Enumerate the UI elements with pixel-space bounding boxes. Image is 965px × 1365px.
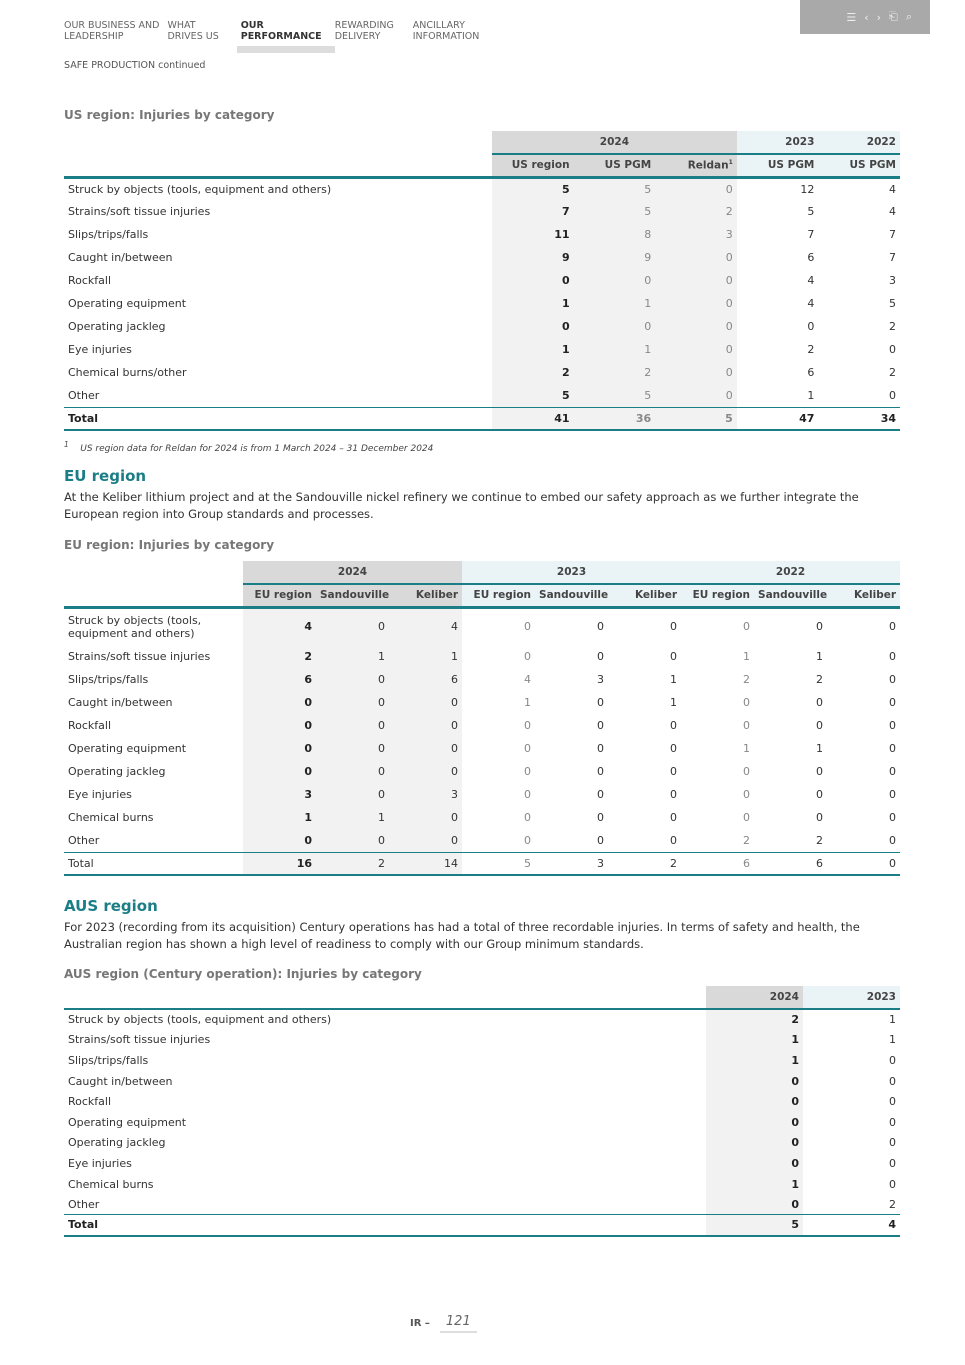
table-cell: 0 (670, 833, 678, 847)
table-cell: 1 (389, 645, 462, 668)
col-header: EU region (681, 584, 754, 607)
table-cell: 0 (816, 765, 824, 778)
table-cell: Eye injuries (68, 788, 132, 801)
table-cell: 1 (816, 742, 824, 755)
table-cell: 0 (524, 742, 532, 755)
toolbar (800, 0, 930, 34)
table-cell: 0 (889, 811, 897, 824)
col-header: Sandouville (316, 584, 389, 607)
table-cell: 2 (807, 343, 815, 356)
table-cell: 0 (743, 696, 751, 709)
col-header: Keliber (827, 584, 900, 607)
table-cell: 0 (574, 315, 656, 338)
table-cell: 0 (389, 714, 462, 737)
table-cell: 0 (655, 269, 737, 292)
table-cell: 0 (706, 1071, 803, 1092)
table-cell: 0 (743, 620, 751, 634)
table-cell: 1 (524, 696, 532, 709)
table-cell: 5 (574, 177, 656, 200)
table-cell: 0 (670, 620, 678, 634)
table-cell: 4 (807, 274, 815, 287)
table-row (64, 1071, 900, 1092)
table-cell: 0 (816, 696, 824, 709)
col-header: Sandouville (535, 584, 608, 607)
table-cell: 0 (889, 1095, 896, 1109)
table-cell: 3 (655, 223, 737, 246)
table-cell: 2 (608, 852, 681, 875)
table-cell: 0 (655, 177, 737, 200)
table-cell: 6 (754, 852, 827, 875)
table-cell: 7 (492, 200, 574, 223)
table-cell: 0 (524, 650, 532, 663)
table-cell: 0 (389, 829, 462, 852)
nav-item-active[interactable]: OUR PERFORMANCE (241, 20, 335, 42)
year-header: 2022 (681, 561, 900, 584)
table-cell: Eye injuries (68, 1156, 132, 1170)
table-cell: 1 (807, 388, 815, 402)
table-cell: 1 (816, 650, 824, 663)
table-cell: 0 (316, 691, 389, 714)
us-table (64, 131, 900, 431)
table-cell: 0 (889, 765, 897, 778)
table-cell: 0 (655, 315, 737, 338)
table-cell: Total (64, 407, 492, 430)
table-cell: 4 (807, 297, 815, 310)
table-cell: Eye injuries (68, 343, 132, 356)
table-row (64, 760, 900, 783)
table-cell: 0 (706, 1133, 803, 1154)
table-cell: 0 (597, 811, 605, 824)
table-cell: 0 (597, 833, 605, 847)
table-cell: 0 (655, 361, 737, 384)
table-cell: 0 (706, 1112, 803, 1133)
table-cell: 6 (807, 366, 815, 379)
table-row (64, 829, 900, 852)
table-cell: Struck by objects (tools, equipment and others) (68, 1013, 332, 1027)
table-cell: 0 (889, 788, 897, 801)
table-row (64, 338, 900, 361)
table-cell: 0 (889, 696, 897, 709)
table-cell: Operating equipment (68, 742, 187, 755)
col-header: Keliber (608, 584, 681, 607)
table-cell: 0 (816, 788, 824, 801)
table-row (64, 806, 900, 829)
table-cell: 5 (706, 1215, 803, 1236)
table-cell: Slips/trips/falls (68, 1053, 149, 1067)
table-cell: 0 (597, 650, 605, 663)
table-cell: 7 (807, 228, 815, 241)
col-header: Sandouville (754, 584, 827, 607)
table-cell: 0 (389, 691, 462, 714)
table-cell: 0 (816, 719, 824, 732)
table-cell: 0 (889, 650, 897, 663)
table-cell: 4 (389, 607, 462, 645)
year-header: 2023 (803, 986, 900, 1009)
table-cell: Operating jackleg (68, 765, 166, 778)
table-cell: 0 (670, 719, 678, 732)
table-cell: 5 (574, 200, 656, 223)
table-cell: 1 (574, 338, 656, 361)
table-cell: Chemical burns/other (68, 366, 187, 379)
table-cell: 41 (492, 407, 574, 430)
table-cell: 0 (889, 833, 897, 847)
table-cell: 1 (492, 338, 574, 361)
table-cell: 0 (243, 691, 316, 714)
search-icon[interactable]: ⌕ (905, 10, 912, 23)
table-cell: 2 (743, 673, 751, 686)
table-cell: Other (68, 388, 100, 402)
table-cell: Other (68, 833, 100, 847)
table-cell: 0 (670, 765, 678, 778)
table-cell: 5 (492, 384, 574, 407)
table-cell: 5 (574, 384, 656, 407)
table-row (64, 200, 900, 223)
table-cell: 1 (316, 806, 389, 829)
table-cell: 0 (316, 607, 389, 645)
table-cell: 1 (243, 806, 316, 829)
table-cell: 16 (243, 852, 316, 875)
year-header: 2024 (706, 986, 803, 1009)
page-prefix: IR – (410, 1318, 430, 1329)
us-table-title: US region: Injuries by category (64, 108, 275, 122)
col-header: US region (492, 154, 574, 177)
table-cell: 2 (816, 673, 824, 686)
aus-table (64, 986, 900, 1237)
table-row (64, 1112, 900, 1133)
col-header: US PGM (737, 154, 819, 177)
table-cell: 0 (655, 384, 737, 407)
table-cell: 0 (743, 811, 751, 824)
table-cell: Operating jackleg (68, 1136, 166, 1150)
table-cell: 1 (743, 650, 751, 663)
table-row (64, 691, 900, 714)
table-cell: 0 (524, 833, 532, 847)
table-cell: 5 (807, 205, 815, 218)
table-cell: 1 (706, 1050, 803, 1071)
table-cell: 0 (316, 668, 389, 691)
table-cell: 4 (889, 205, 896, 218)
table-cell: 0 (243, 714, 316, 737)
table-cell: 9 (574, 246, 656, 269)
table-cell: 0 (492, 315, 574, 338)
table-cell: Caught in/between (68, 696, 173, 709)
table-row (64, 246, 900, 269)
table-row (64, 1174, 900, 1195)
table-cell: Strains/soft tissue injuries (68, 205, 211, 218)
table-cell: 0 (389, 806, 462, 829)
table-cell: 0 (316, 714, 389, 737)
table-row (64, 223, 900, 246)
table-cell: 0 (889, 719, 897, 732)
col-header: Reldan$^1$ (655, 154, 737, 177)
table-cell: 0 (743, 788, 751, 801)
aus-table-title: AUS region (Century operation): Injuries by category (64, 967, 422, 981)
table-row (64, 292, 900, 315)
table-cell: 0 (816, 811, 824, 824)
table-cell: 5 (655, 407, 737, 430)
table-cell: 0 (889, 1136, 896, 1150)
table-cell: 34 (818, 407, 900, 430)
table-cell: 6 (681, 852, 754, 875)
table-cell: Rockfall (68, 719, 112, 732)
table-row (64, 1009, 900, 1030)
year-header: 2024 (492, 131, 737, 154)
table-row (64, 645, 900, 668)
table-cell: Operating jackleg (68, 320, 166, 333)
table-cell: 0 (889, 673, 897, 686)
table-cell: 3 (535, 852, 608, 875)
table-cell: 0 (670, 742, 678, 755)
table-cell: Caught in/between (68, 251, 173, 264)
table-cell: 1 (316, 645, 389, 668)
col-header: EU region (462, 584, 535, 607)
table-cell: Operating equipment (68, 1115, 187, 1129)
section-label: SAFE PRODUCTION continued (64, 60, 206, 71)
eu-heading: EU region (64, 467, 147, 485)
table-cell: 0 (524, 620, 532, 634)
table-row (64, 384, 900, 407)
table-cell: 0 (670, 811, 678, 824)
table-cell: 0 (524, 719, 532, 732)
table-cell: 0 (889, 1074, 896, 1088)
eu-text: At the Keliber lithium project and at the Sandouville nickel refinery we continue to embed our safety approach as we further integrate the European region into Group standards and processes. (64, 490, 859, 521)
nav-item[interactable]: REWARDING DELIVERY (334, 20, 394, 42)
table-cell: 0 (706, 1194, 803, 1215)
table-cell: 0 (524, 788, 532, 801)
table-cell: 0 (524, 765, 532, 778)
table-cell: 0 (492, 269, 574, 292)
table-cell: 0 (316, 760, 389, 783)
table-row (64, 1153, 900, 1174)
table-cell: 0 (597, 788, 605, 801)
table-row (64, 783, 900, 806)
table-cell: 0 (889, 620, 897, 634)
table-cell: 2 (889, 366, 896, 379)
table-cell: Slips/trips/falls (68, 228, 149, 241)
table-cell: 0 (889, 343, 896, 356)
table-cell: 1 (574, 292, 656, 315)
year-header: 2022 (818, 131, 900, 154)
table-cell: Rockfall (68, 274, 112, 287)
table-cell: 0 (827, 852, 900, 875)
table-cell: 1 (492, 292, 574, 315)
table-cell: 0 (597, 696, 605, 709)
table-cell: 5 (462, 852, 535, 875)
table-cell: 47 (737, 407, 819, 430)
table-cell: Struck by objects (tools, equipment and others) (68, 182, 332, 196)
table-cell: 0 (243, 760, 316, 783)
table-cell: 2 (316, 852, 389, 875)
table-cell: 9 (492, 246, 574, 269)
table-cell: Other (68, 1197, 100, 1211)
table-cell: 0 (807, 320, 815, 333)
table-cell: 1 (889, 1013, 896, 1027)
table-cell: 0 (670, 788, 678, 801)
table-cell: 0 (655, 246, 737, 269)
table-cell: 0 (524, 811, 532, 824)
table-cell: 0 (389, 760, 462, 783)
menu-icon[interactable]: ☰ (846, 10, 857, 24)
table-cell: 14 (389, 852, 462, 875)
table-cell: 2 (743, 833, 751, 847)
table-cell: 0 (243, 737, 316, 760)
next-icon[interactable]: › (876, 10, 882, 24)
table-cell: 1 (706, 1030, 803, 1051)
page-footer (410, 1314, 477, 1333)
table-cell: 7 (889, 228, 896, 241)
table-cell: Chemical burns (68, 811, 154, 824)
table-cell: 2 (655, 200, 737, 223)
table-cell: 0 (889, 388, 896, 402)
table-cell: Operating equipment (68, 297, 187, 310)
table-cell: 2 (574, 361, 656, 384)
table-cell: 6 (807, 251, 815, 264)
table-cell: 2 (889, 320, 896, 333)
table-row (64, 177, 900, 200)
nav-item[interactable]: ANCILLARY INFORMATION (412, 20, 480, 42)
table-cell: Slips/trips/falls (68, 673, 149, 686)
table-cell: 4 (889, 182, 896, 196)
table-cell: 0 (655, 292, 737, 315)
table-cell: 1 (670, 696, 678, 709)
table-cell: 2 (816, 833, 824, 847)
table-cell: 0 (316, 783, 389, 806)
table-cell: 0 (316, 737, 389, 760)
table-cell: 36 (574, 407, 656, 430)
col-header: US PGM (818, 154, 900, 177)
total-row (64, 1215, 900, 1236)
aus-heading: AUS region (64, 897, 158, 915)
table-row (64, 668, 900, 691)
table-row (64, 1194, 900, 1215)
col-header: EU region (243, 584, 316, 607)
year-header: 2024 (243, 561, 462, 584)
table-cell: 0 (706, 1091, 803, 1112)
table-cell: Total (64, 852, 243, 875)
year-header: 2023 (462, 561, 681, 584)
table-cell: 6 (243, 668, 316, 691)
table-cell: 7 (889, 251, 896, 264)
table-cell: 0 (889, 1115, 896, 1129)
table-cell: 2 (706, 1009, 803, 1030)
aus-text: For 2023 (recording from its acquisition) Century operations has had a total of three recordable injuries. In terms of safety and health, the Australian region has shown a high level of readiness to comply with our Group minimum standards. (64, 920, 860, 951)
table-cell: 0 (816, 620, 824, 634)
table-cell: 0 (743, 719, 751, 732)
table-cell: 4 (524, 673, 532, 686)
table-cell: 4 (803, 1215, 900, 1236)
table-cell: 5 (889, 297, 896, 310)
table-cell: 11 (492, 223, 574, 246)
table-cell: 3 (243, 783, 316, 806)
table-cell: 8 (574, 223, 656, 246)
top-nav (64, 20, 487, 42)
table-row (64, 1030, 900, 1051)
table-cell: 1 (743, 742, 751, 755)
table-cell: Strains/soft tissue injuries (68, 1033, 211, 1047)
eu-table-title: EU region: Injuries by category (64, 538, 275, 552)
table-cell: 0 (597, 719, 605, 732)
table-row (64, 361, 900, 384)
table-cell: 3 (889, 274, 896, 287)
table-cell: 0 (316, 829, 389, 852)
col-header: US PGM (574, 154, 656, 177)
table-cell: 0 (670, 650, 678, 663)
table-cell: 0 (743, 765, 751, 778)
table-cell: 0 (597, 742, 605, 755)
total-row (64, 852, 900, 875)
col-header: Keliber (389, 584, 462, 607)
table-cell: 2 (889, 1197, 896, 1211)
table-row (64, 1091, 900, 1112)
table-row (64, 269, 900, 292)
prev-icon[interactable]: ‹ (864, 10, 869, 24)
table-cell: 6 (389, 668, 462, 691)
table-cell: 3 (597, 673, 605, 686)
eu-table (64, 561, 900, 876)
table-cell: 0 (889, 1177, 896, 1191)
page-number: 121 (440, 1314, 477, 1333)
total-row (64, 407, 900, 430)
table-cell: 0 (243, 829, 316, 852)
table-cell: 1 (889, 1033, 896, 1047)
table-row (64, 607, 900, 645)
year-header: 2023 (737, 131, 819, 154)
table-cell: 0 (889, 1053, 896, 1067)
table-row (64, 1050, 900, 1071)
table-cell: 2 (492, 361, 574, 384)
table-cell: 0 (889, 742, 897, 755)
table-cell: 1 (706, 1174, 803, 1195)
nav-item[interactable]: WHAT DRIVES US (167, 20, 219, 42)
table-cell: Chemical burns (68, 1177, 154, 1191)
table-row (64, 714, 900, 737)
table-cell: 2 (243, 645, 316, 668)
table-cell: 1 (670, 673, 678, 686)
table-cell: 5 (492, 177, 574, 200)
table-cell: 3 (389, 783, 462, 806)
table-row (64, 1133, 900, 1154)
footnote: $^1$ US region data for Reldan for 2024 is from 1 March 2024 – 31 December 2024 (64, 440, 434, 454)
table-cell: 0 (706, 1153, 803, 1174)
table-cell: 4 (243, 607, 316, 645)
nav-item[interactable]: OUR BUSINESS AND LEADERSHIP (64, 20, 160, 42)
table-cell: 0 (889, 1156, 896, 1170)
table-cell: Struck by objects (tools, equipment and others) (68, 613, 202, 640)
table-cell: 0 (655, 338, 737, 361)
table-row (64, 315, 900, 338)
back-icon[interactable]: ⎗ (889, 10, 898, 23)
table-cell: 0 (597, 765, 605, 778)
table-cell: Strains/soft tissue injuries (68, 650, 211, 663)
table-cell: 0 (389, 737, 462, 760)
table-cell: Rockfall (68, 1095, 112, 1109)
table-cell: Total (64, 1215, 706, 1236)
table-cell: Caught in/between (68, 1074, 173, 1088)
table-cell: 0 (574, 269, 656, 292)
table-row (64, 737, 900, 760)
table-cell: 0 (597, 620, 605, 634)
table-cell: 12 (800, 182, 815, 196)
